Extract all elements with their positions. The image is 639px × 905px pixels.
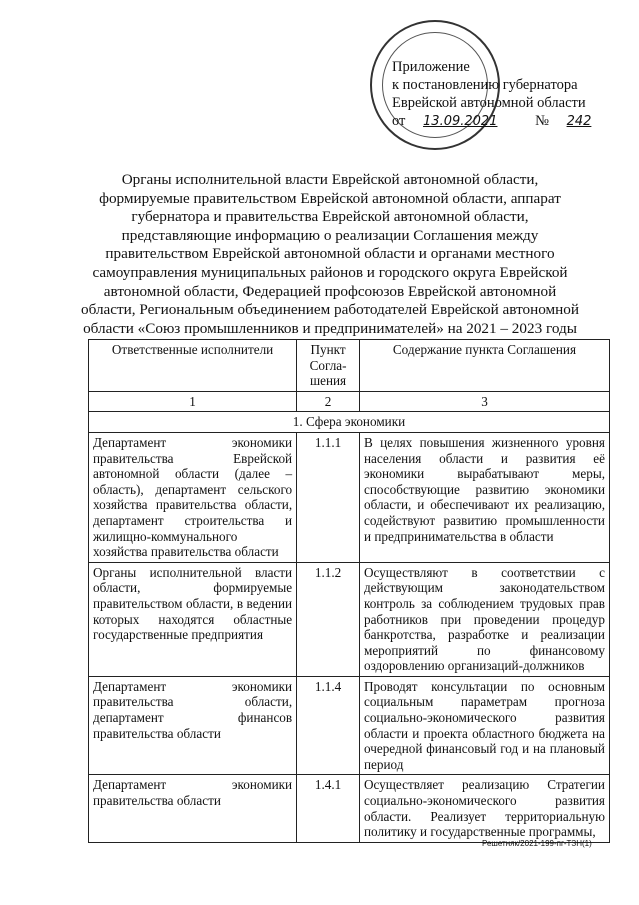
appendix-date-line [392,112,632,131]
responsibility-table [88,339,610,843]
col-number-1: 1 [89,391,297,412]
header-point: Пункт Согла- шения [297,340,360,392]
row-point: 1.1.4 [297,676,360,775]
appendix-header [392,58,632,131]
table-number-row [89,391,610,412]
row-point: 1.4.1 [297,775,360,842]
row-executor: Департамент экономики правительства области [89,775,297,842]
row-executor: Департамент экономики правительства области, департамент финансов правительства области [89,676,297,775]
section-row [89,412,610,433]
table-row [89,775,610,842]
col-number-2: 2 [297,391,360,412]
table-row [89,562,610,676]
row-point: 1.1.1 [297,432,360,562]
row-content: Осуществляет реализацию Стратегии социально-экономического развития области. Реализует территориальную политику и государственные программы, [359,775,609,842]
appendix-line2: к постановлению губернатора [392,77,578,93]
row-content: В целях повышения жизненного уровня населения области и развития её экономики вырабатывают меры, способствующие развитию экономики области, и обеспечивают их реализацию, содействуют развитию промышленности и предпринимательства в области [359,432,609,562]
number-value: 242 [566,114,592,129]
number-prefix: № [535,113,549,129]
section-title: 1. Сфера экономики [89,412,610,433]
table-header-row [89,340,610,392]
row-point: 1.1.2 [297,562,360,676]
document-footer: Решетняк/2021-199-пг-ТЗН(1) [482,839,592,848]
table-row [89,432,610,562]
appendix-line1: Приложение [392,59,470,75]
document-title: Органы исполнительной власти Еврейской автономной области, формируемые правительством Еврейской автономной области, аппарат губернатора и правительства Еврейской автономной области, представляющие информацию о реализации Соглашения между правительством Еврейской автономной области и органами местного самоуправления муниципальных районов и городского округа Еврейской автономной области, Федерацией профсоюзов Еврейской автономной области, Региональным объединением работодателей Еврейской автономной области «Союз промышленников и предпринимателей» на 2021 – 2023 годы [81,171,579,337]
row-executor: Департамент экономики правительства Еврейской автономной области (далее – область), департамент сельского хозяйства правительства области, департамент строительства и жилищно-коммунального хозяйства правительства области [89,432,297,562]
date-prefix: от [392,113,406,129]
row-executor: Органы исполнительной власти области, формируемые правительством области, в ведении которых находятся областные государственные предприятия [89,562,297,676]
table-row [89,676,610,775]
header-content: Содержание пункта Соглашения [359,340,609,392]
col-number-3: 3 [359,391,609,412]
row-content: Проводят консультации по основным социальным параметрам прогноза социально-экономического развития области и проекта областного бюджета на очередной финансовый год и на плановый период [359,676,609,775]
date-value: 13.09.2021 [423,114,498,129]
appendix-line3: Еврейской автономной области [392,95,586,111]
header-executors: Ответственные исполнители [89,340,297,392]
row-content: Осуществляют в соответствии с действующим законодательством контроль за соблюдением трудовых прав работников при проведении процедур банкротства, разработке и реализации мероприятий по финансовому оздоровлению организаций-должников [359,562,609,676]
